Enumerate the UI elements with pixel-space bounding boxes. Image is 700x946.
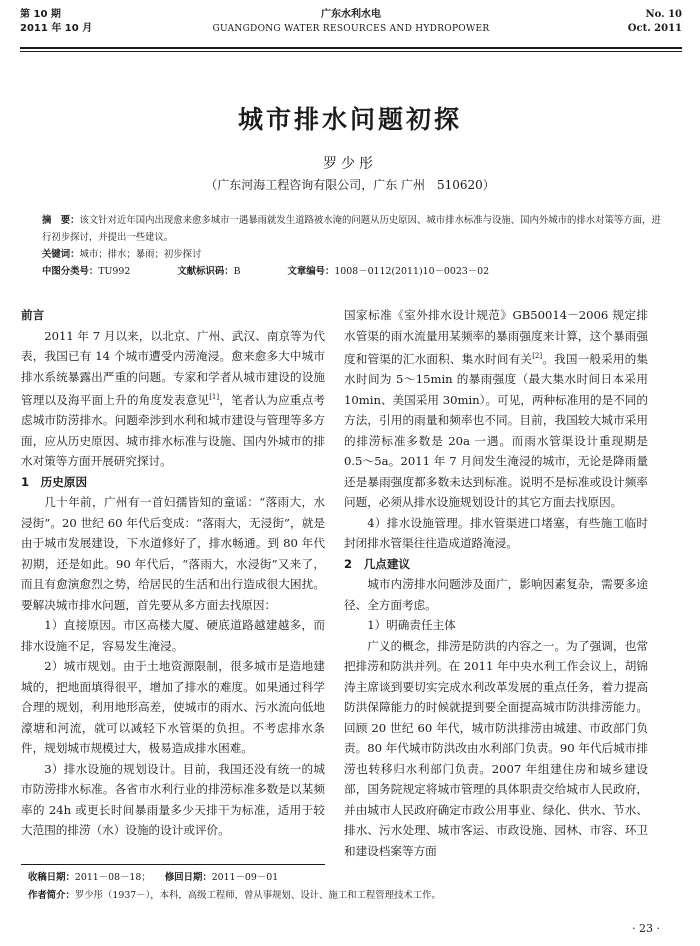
section-heading-preface: 前言	[21, 308, 45, 322]
section-heading-1: 1 历史原因	[21, 474, 88, 489]
abstract: 摘 要：该文针对近年国内出现愈来愈多城市一遇暴雨就发生道路被水淹的问题从历史原因、城市排水标准与设施、国内外城市的排水对策等方面，进行初步探讨，并提出一些建议。	[42, 215, 661, 243]
clc-number: TU992	[98, 266, 131, 277]
journal-name-cn: 广东水利水电	[321, 9, 381, 20]
citation-ref: [2]	[532, 352, 543, 360]
author-affiliation: （广东河海工程咨询有限公司，广东 广州 510620）	[205, 178, 495, 192]
header-rule-thick	[20, 47, 682, 49]
paragraph: 几十年前，广州有一首妇孺皆知的童谣：“落雨大，水浸街”。20 世纪 60 年代后变成：“落雨大，无浸街”，就是由于城市发展建设，下水道修好了，排水畅通。到 80 年代初期，还是如此。90 年代后，“落雨大，水浸街”又来了，而且有愈演愈烈之势，给居民的生活和出行造成很大困扰。要解决城市排水问题，首先要从多方面去找原因：	[21, 495, 325, 612]
paragraph: 3）排水设施的规划设计。目前，我国还没有统一的城市防涝排水标准。各省市水利行业的排涝标准多数是以某频率的 24h 或更长时间暴雨量多少天排干为标准，适用于较大范围的排涝（水）设施的设计或评价。	[21, 761, 325, 838]
paragraph: 1）直接原因。市区高楼大厦、硬底道路越建越多，而排水设施不足，容易发生淹浸。	[21, 618, 325, 653]
author-name: 罗少彤	[323, 156, 377, 172]
revised-date: 2011－09－01	[211, 872, 279, 883]
abstract-block	[42, 212, 670, 280]
citation-ref: [1]	[209, 393, 220, 401]
header-right	[628, 8, 682, 36]
author-bio: 罗少彤（1937－），本科，高级工程师，曾从事规划、设计、施工和工程管理技术工作。	[74, 890, 441, 901]
footnote	[28, 869, 668, 905]
header-rule-thin	[20, 51, 682, 52]
article-title: 城市排水问题初探	[237, 105, 462, 134]
classification-line: 中图分类号：TU992 文献标识码：B 文章编号：1008－0112(2011)10－0023－02	[42, 266, 490, 277]
keywords: 关键词：城市；排水；暴雨；初步探讨	[42, 249, 202, 260]
running-header	[20, 8, 682, 48]
paragraph: 国家标准《室外排水设计规范》GB50014－2006 规定排水管渠的雨水流量用某频率的暴雨强度来计算，这个暴雨强度和管渠的汇水面积、集水时间有关[2]。我国一般采用的集水时间为 5～15min 的暴雨强度（最大集水时间日本采用 10min、美国采用 30min）。可见，两种标准用的是不同的方法，引用的雨量和频率也不同。目前，我国较大城市采用的排涝标准多数是 20a 一遇。而雨水管渠设计重现期是 0.5～5a。2011 年 7 月间发生淹浸的城市，无论是降雨量还是暴雨强度都多数未达到标准。说明不是标准或设计频率问题，必须从排水设施规划设计的其它方面去找原因。	[344, 308, 648, 510]
author-bio-line: 作者简介：罗少彤（1937－），本科，高级工程师，曾从事规划、设计、施工和工程管理技术工作。	[28, 890, 441, 901]
page-number: · 23 ·	[632, 922, 660, 935]
left-column	[21, 305, 325, 841]
abstract-text: 该文针对近年国内出现愈来愈多城市一遇暴雨就发生道路被水淹的问题从历史原因、城市排水标准与设施、国内外城市的排水对策等方面，进行初步探讨，并提出一些建议。	[42, 215, 661, 243]
paragraph: 城市内涝排水问题涉及面广，影响因素复杂，需要多途径、全方面考虑。	[344, 577, 648, 612]
paragraph: 2）城市规划。由于土地资源限制，很多城市是造地建城的，把地面填得很平，增加了排水的难度。如果通过科学合理的规划，利用地形高差，使城市的雨水、污水流向低地濠塘和河流，就可以减轻下水管渠的负担。不考虑排水条件，规划城市规模过大，极易造成排水困难。	[21, 659, 325, 756]
journal-name-en: GUANGDONG WATER RESOURCES AND HYDROPOWER	[212, 24, 490, 34]
paragraph: 2011 年 7 月以来，以北京、广州、武汉、南京等为代表，我国已有 14 个城市遭受内涝淹浸。愈来愈多大中城市排水系统暴露出严重的问题。专家和学者从城市建设的设施管理以及海平面上升的角度发表意见[1]，笔者认为应重点考虑城市防涝排水。问题牵涉到水利和城市建设与管理等多方面，应从历史原因、城市排水标准与设施、国内外城市的排水对策等方面开展研究探讨。	[21, 328, 325, 469]
issue-no-en: No. 10	[645, 9, 682, 20]
keywords-text: 城市；排水；暴雨；初步探讨	[79, 249, 202, 260]
right-column	[344, 305, 648, 861]
paragraph: 4）排水设施管理。排水管渠进口堵塞，有些施工临时封闭排水管渠往往造成道路淹浸。	[344, 515, 648, 551]
received-date: 2011－08－18；	[74, 872, 147, 883]
subsection-heading: 1）明确责任主体	[367, 618, 456, 633]
issue-number: 第 10 期	[20, 9, 61, 20]
article-number: 1008－0112(2011)10－0023－02	[334, 266, 490, 277]
header-center	[20, 8, 682, 36]
document-code: B	[233, 266, 241, 277]
received-date-line: 收稿日期：2011－08－18； 修回日期：2011－09－01	[28, 872, 279, 883]
issue-date: 2011 年 10 月	[20, 23, 93, 34]
issue-date-en: Oct. 2011	[627, 23, 682, 34]
paragraph: 广义的概念，排涝是防洪的内容之一。为了强调，也常把排涝和防洪并列。在 2011 年中央水利工作会议上，胡锦涛主席谈到要切实完成水利改革发展的重点任务，着力提高防洪保障能力的时候就提到要全面提高城市防洪排涝能力。回顾 20 世纪 60 年代，城市防洪排涝由城建、市政部门负责。80 年代城市防洪改由水利部门负责。90 年代后城市排涝也转移归水利部门负责。2007 年组建住房和城乡建设部，国务院规定将城市管理的具体职责交给城市人民政府，并由城市人民政府确定市政公用事业、绿化、供水、节水、排水、污水处理、城市客运、市政设施、园林、市容、环卫和建设档案等方面	[344, 638, 648, 858]
footnote-rule	[21, 864, 325, 865]
section-heading-2: 2 几点建议	[344, 556, 411, 571]
